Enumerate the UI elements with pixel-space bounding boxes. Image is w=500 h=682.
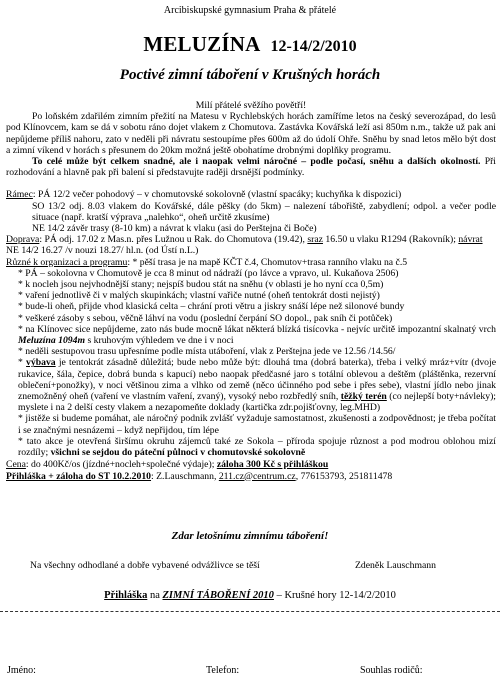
vybava-label: výbava <box>26 357 56 369</box>
doprava-section <box>6 234 496 256</box>
ramec-label: Rámec <box>6 189 33 201</box>
tato-text: * tato akce je otevřená širšímu okruhu zájemců také ze Sokola – příroda spojuje různost a pod modrou oblohou mizí rozdíly; <box>18 435 496 459</box>
vybava-text: je tentokrát zásadně důležitá; bude nebo může být: dlouhá tma (dobrá baterka), třeba i velký mráz+vítr (dvoje rukavice, šála, čepice, dobrá bunda s kapucí) nebo naopak předčasné jaro s totální oblevou a deštěm (pláštěnka, rezervní oblečení+ponožky), v noci většinou zima a vlhko od země (něco účinného pod sebe i přes sebe), vlastní jídlo nebo jinak znemožněný oheň (vaření ve vlastním vaření, zvaný), vysoký nebo rozbředlý sníh, <box>18 357 497 403</box>
list-item: * veškeré zásoby s sebou, věčně láhví na vodu (poslední čerpání SO dopol., pak sníh či potůček) <box>18 312 393 324</box>
ruzne-first: : * pěší trasa je na mapě KČT č.4, Chomutov+trasa ranního vlaku na č.5 <box>127 256 408 268</box>
spacer <box>6 178 496 189</box>
emphasis-tail: Při rozhodování a hlavně pak při balení si představujte raději drsnější podmínky. <box>6 156 496 179</box>
greeting: Milí přátelé svěžího povětří! <box>195 100 307 111</box>
emphasis-text: To celé může být celkem snadné, ale i naopak velmi náročné – podle počasí, sněhu a dalších okolností. <box>32 156 481 168</box>
ramec-so: SO 13/2 odj. 8.03 vlakem do Kovářské, dále pěšky (do 5km) – nalezení tábořiště, zabydlení; odpol. a večer podle situace (např. kratší výprava „nalehko“, oheň určitě zkusíme) <box>32 200 496 223</box>
list-item: * vaření jednotlivě či v malých skupinkách; vlastní vařiče nutné (oheň tentokrát dosti nejistý) <box>18 290 380 302</box>
list-item: * k nocleh jsou nejvhodnější stany; nejspíš budou stát na sněhu (v oblasti je ho nyní cca 0,5m) <box>18 279 384 291</box>
ramec-ne: NE 14/2 závěr trasy (8-10 km) a návrat k vlaku (asi do Perštejna či Boče) <box>32 223 317 235</box>
cena-label: Cena <box>6 459 26 471</box>
closing-line <box>30 560 470 571</box>
list-item: * PÁ – sokolovna v Chomutově je cca 8 minut od nádraží (po lávce a vpravo, ul. Kukaňova 2506) <box>18 267 399 279</box>
list-item-meluzina <box>18 324 496 346</box>
meluzina-peak: Meluzína 1094m <box>18 335 86 347</box>
doprava-sraz: sraz <box>307 234 323 246</box>
prihlaska-label: Přihláška + záloha do ST 10.2.2010 <box>6 470 152 482</box>
closing-slogan: Zdar letošnímu zimnímu táboření! <box>171 530 329 542</box>
signature: Zdeněk Lauschmann <box>355 560 436 571</box>
doprava-label: Doprava <box>6 234 40 246</box>
list-item-tato <box>18 436 496 458</box>
form-title <box>0 590 500 601</box>
doprava-text1: : PÁ odj. 17.02 z Mas.n. přes Lužnou u Rak. do Chomutova (19.42), <box>39 234 305 246</box>
vybava-tail: (co nejlepší boty+návleky); myslete i na 2 delší cesty vlakem a nezapomeňte doklady (kartička zdr.pojišťovny, leg.MHD) <box>18 391 497 414</box>
consent-field-label[interactable]: Souhlas rodičů: <box>360 665 423 676</box>
cena-zaloha: záloha 300 Kč s přihláškou <box>216 459 329 471</box>
event-date: 12-14/2/2010 <box>270 38 357 55</box>
cena-section <box>6 459 496 470</box>
closing-text: Na všechny odhodlané a dobře vybavené odvážlivce se těší <box>30 560 260 571</box>
title-row <box>0 31 500 57</box>
intro-text: Po loňském zdařilém zimním přežití na Matesu v Rychlebských horách zamíříme letos na český severozápad, do lesů pod Klínovcem, kam se dá v sobotu ráno dojet vlakem z Chomutova. Zastávka Kovářská leží asi 850m n.m., takže už pak ani nepůjdeme příliš nahoru, zato v neděli při návratu sestoupíme přes 600m až do údolí Ohře. Sněhu by snad letos mělo být dost a zimní víkend v horách s přesunem do 20km možná ještě obohatíme drobnými doplňky programu. <box>6 111 496 156</box>
phone-field-label[interactable]: Telefon: <box>206 665 240 676</box>
intro-paragraph <box>6 111 496 156</box>
prihlaska-phones: , 776153793, 251811478 <box>295 470 393 482</box>
page-title: MELUZÍNA <box>143 32 261 56</box>
emphasis-paragraph <box>6 156 496 178</box>
list-item: * bude-li oheň, přijde vhod klasická celta – chrání proti větru a jiskry snáší lépe než silonové bundy <box>18 301 405 313</box>
form-title-event: ZIMNÍ TÁBOŘENÍ 2010 <box>162 590 274 601</box>
form-title-suffix: – Krušné hory 12-14/2/2010 <box>276 590 396 601</box>
list-item: * neděli sestupovou trasu upřesníme podle místa utáboření, vlak z Perštejna jede ve 12.56 /14.56/ <box>18 346 396 358</box>
document-body <box>6 100 496 482</box>
ruzne-section <box>6 257 496 268</box>
ramec-section <box>6 189 496 200</box>
ruzne-list <box>6 268 496 458</box>
prihlaska-contact: : Z.Lauschmann, <box>151 470 217 482</box>
doprava-navrat: návrat <box>458 234 483 246</box>
prihlaska-section <box>6 471 496 482</box>
list-item-text: * na Klínovec sice nepůjdeme, zato nás bude mocně lákat některá blízká tisícovka - nejvíc určitě impozantní skalnatý vrch <box>18 323 496 335</box>
list-item: * jistěže si budeme pomáhat, ale náročný podnik zvlášť vyžaduje samostatnost, zkušenosti a zodpovědnost; je třeba počítat i se značnými nesnázemi – když nepřijdou, tím lépe <box>18 413 496 436</box>
ruzne-label: Různé k organizaci a programu <box>6 256 128 268</box>
list-item-vybava: * výbava je tentokrát zásadně důležitá; bude nebo může být: dlouhá tma (dobrá baterka), třeba i velký mráz+vítr (dvoje rukavice, šála, čepice, dobrá bunda s kapucí) nebo naopak předčasné jaro s totální oblevou a deštěm (pláštěnka, rezervní oblečení+ponožky), v noci většinou zima a vlhko od země (něco účinného pod sebe i přes sebe), vlastní jídlo nebo jinak znemožněný oheň (vaření ve vlastním vaření, zvaný), vysoký nebo rozbředlý sníh, těžký terén (co nejlepší boty+návleky); myslete i na 2 delší cesty vlakem a nezapomeňte doklady (kartička zdr.pojišťovny, leg.MHD) <box>18 357 497 414</box>
cena-text: : do 400Kč/os (jízdné+nocleh+společné výdaje); <box>25 459 215 471</box>
document-page <box>0 4 500 682</box>
form-title-prefix: Přihláška <box>104 590 148 601</box>
ramec-pa: : PÁ 12/2 večer pohodový – v chomutovské sokolovně (vlastní spacáky; kuchyňka k dispozici) <box>32 189 402 201</box>
organization-name: Arcibiskupské gymnasium Praha & přátelé <box>163 5 337 16</box>
tato-bold: všichni se sejdou do páteční půlnoci v chomutovské sokolovně <box>50 447 306 459</box>
doprava-text2: 16.50 u vlaku R1294 (Rakovník); <box>325 234 456 246</box>
page-subtitle: Poctivé zimní táboření v Krušných horách <box>119 67 381 83</box>
form-title-na: na <box>149 590 160 601</box>
doprava-text3: NE 14/2 16.27 /v nouzi 18.27/ hl.n. (od Ústí n.L.) <box>6 245 199 257</box>
name-field-label[interactable]: Jméno: <box>7 665 36 676</box>
email-link[interactable]: 211.cz@centrum.cz <box>218 470 296 482</box>
divider <box>0 611 500 612</box>
meluzina-tail: s kruhovým výhledem ve dne i v noci <box>87 335 234 347</box>
tezky-teren: těžký terén <box>340 391 387 403</box>
